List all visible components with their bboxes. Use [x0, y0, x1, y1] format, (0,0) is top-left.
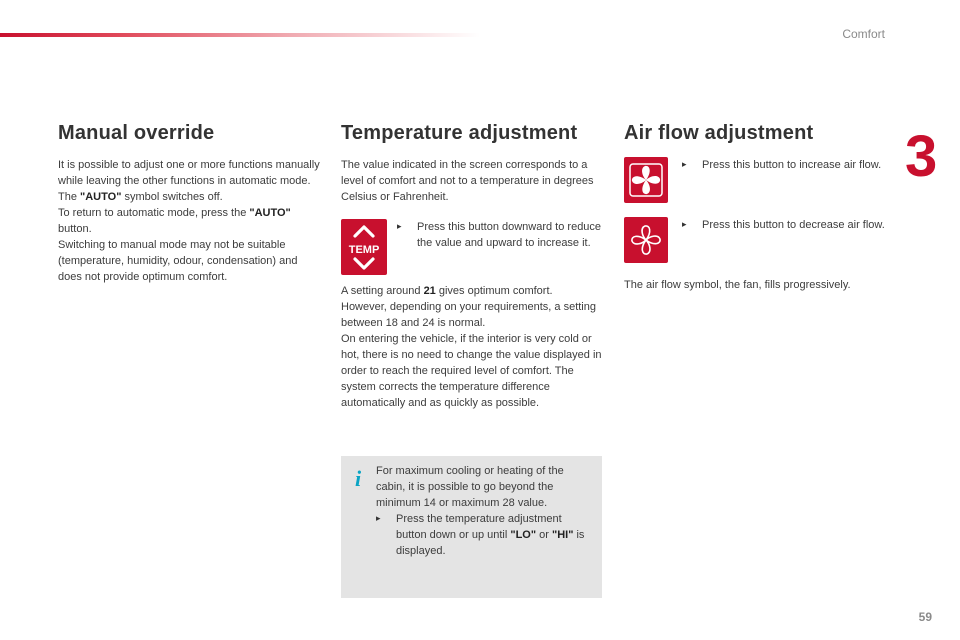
temperature-section [341, 122, 603, 411]
airflow-note: The air flow symbol, the fan, fills progressively. [624, 279, 851, 291]
section-label: Comfort [842, 27, 885, 41]
temperature-instruction-row [341, 219, 603, 275]
airflow-increase-row [624, 157, 894, 203]
info-instruction: ▸ Press the temperature adjustment button down or up until "LO" or "HI" is displayed. [376, 513, 585, 557]
temperature-title: Temperature adjustment [341, 122, 578, 144]
bullet-icon: ▸ [397, 221, 402, 231]
bullet-icon: ▸ [376, 513, 381, 523]
page-number: 59 [918, 610, 932, 624]
manual-override-title: Manual override [58, 122, 215, 144]
airflow-decrease-instruction: ▸ Press this button to decrease air flow. [682, 219, 885, 231]
temp-icon-label: TEMP [348, 244, 380, 256]
manual-override-text: It is possible to adjust one or more functions manually while leaving the other functions in automatic mode. The "AUTO" symbol switches off. To return to automatic mode, press the "AUTO" button. Switching to manual mode may not be suitable (temperature, humidity, odour, condensation) and does not provide optimum comfort. [58, 159, 320, 283]
fan-filled-icon [624, 157, 668, 203]
temperature-instruction: ▸ Press this button downward to reduce the value and upward to increase it. [397, 221, 602, 249]
airflow-decrease-row [624, 217, 894, 263]
info-icon: i [355, 466, 362, 491]
bullet-icon: ▸ [682, 219, 687, 229]
fan-outline-icon [624, 217, 668, 263]
temperature-intro: The value indicated in the screen corresponds to a level of comfort and not to a temperature in degrees Celsius or Fahrenheit. [341, 159, 594, 203]
airflow-title: Air flow adjustment [624, 122, 814, 144]
manual-override-section [58, 122, 323, 285]
airflow-increase-instruction: ▸ Press this button to increase air flow. [682, 159, 882, 171]
info-box [341, 456, 602, 598]
info-text: For maximum cooling or heating of the cabin, it is possible to go beyond the minimum 14 or maximum 28 value. ▸ Press the temperature adjustment button down or up until "LO" or "HI" is displayed. [376, 463, 590, 559]
chapter-number: 3 [905, 124, 938, 189]
temperature-body: A setting around 21 gives optimum comfort. However, depending on your requirements, a setting between 18 and 24 is normal. On entering the vehicle, if the interior is very cold or hot, there is no need to change the value displayed in order to reach the required level of comfort. The system corrects the temperature difference automatically and as quickly as possible. [341, 285, 602, 409]
bullet-icon: ▸ [682, 159, 687, 169]
temp-button-icon [341, 219, 387, 275]
airflow-section [624, 122, 894, 293]
header-accent-bar [0, 33, 480, 37]
